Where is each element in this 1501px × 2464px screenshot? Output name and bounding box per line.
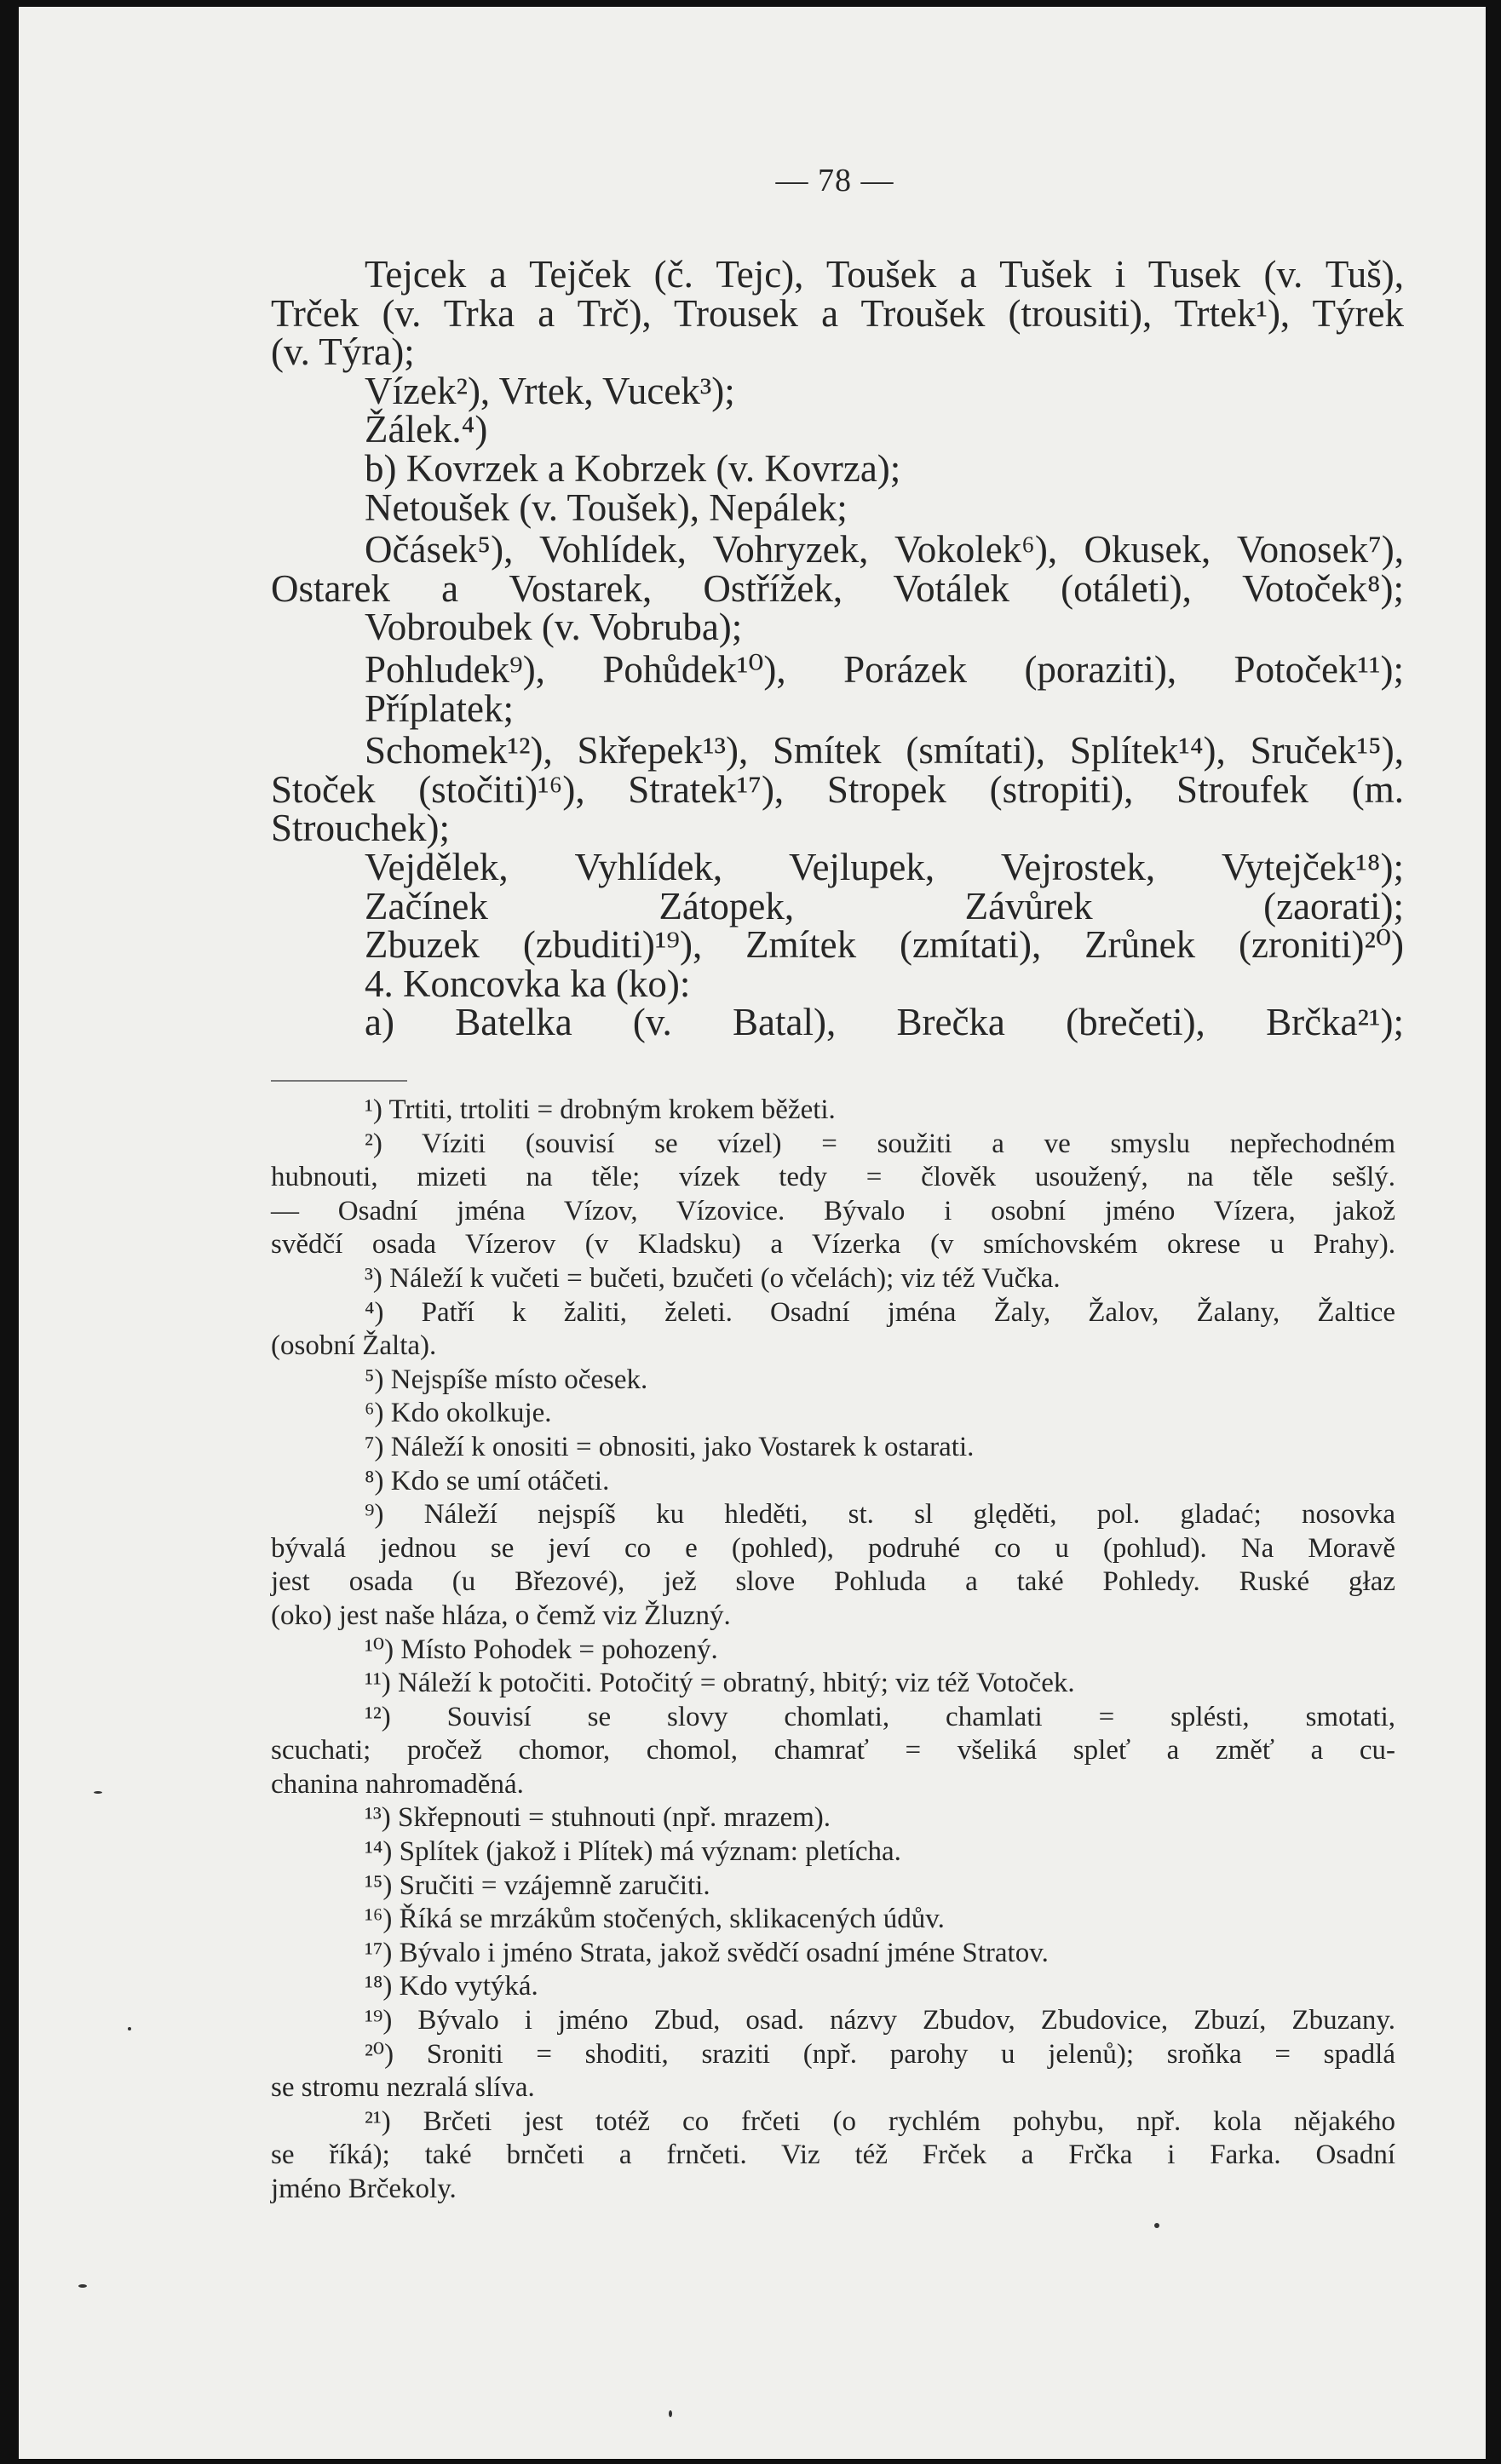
scan-speck (78, 2284, 87, 2288)
text-line: Schomek¹²), Skřepek¹³), Smítek (smítati), Splítek¹⁴), Sruček¹⁵), (365, 729, 1404, 773)
text-line: Příplatek; (365, 686, 514, 730)
footnote-line: se říká); také brnčeti a frnčeti. Viz též Frček a Frčka i Farka. Osadní (271, 2139, 1395, 2171)
scan-speck (669, 2410, 672, 2417)
footnote-line: ¹⁸) Kdo vytýká. (365, 1971, 538, 2002)
footnote-line: se stromu nezralá slíva. (271, 2072, 535, 2104)
footnote-line: ¹) Trtiti, trtoliti = drobným krokem běžeti. (365, 1094, 836, 1125)
text-line: Ostarek a Vostarek, Ostřížek, Votálek (otáleti), Votoček⁸); (271, 566, 1404, 610)
footnote-line: — Osadní jména Vízov, Vízovice. Bývalo i osobní jméno Vízera, jakož (271, 1195, 1395, 1226)
text-line: Tejcek a Tejček (č. Tejc), Toušek a Tušek i Tusek (v. Tuš), (365, 253, 1404, 296)
footnote-line: hubnouti, mizeti na těle; vízek tedy = člověk usoužený, na těle sešlý. (271, 1162, 1395, 1193)
footnote-line: (osobní Žalta). (271, 1330, 437, 1362)
footnote-line: ⁴) Patří k žaliti, želeti. Osadní jména Žaly, Žalov, Žalany, Žaltice (365, 1296, 1395, 1328)
footnote-line: ¹⁹) Bývalo i jméno Zbud, osad. názvy Zbudov, Zbudovice, Zbuzí, Zbuzany. (365, 2005, 1395, 2036)
footnotes (271, 1094, 1395, 2207)
footnote-line: ⁷) Náleží k onositi = obnositi, jako Vostarek k ostarati. (365, 1431, 975, 1462)
text-line: Stoček (stočiti)¹⁶), Stratek¹⁷), Stropek (stropiti), Stroufek (m. (271, 767, 1404, 811)
footnote-line: ¹⁷) Bývalo i jméno Strata, jakož svědčí osadní jméne Stratov. (365, 1937, 1049, 1968)
footnote-line: (oko) jest naše hláza, o čemž viz Žluzný. (271, 1600, 731, 1631)
footnote-line: ¹⁶) Říká se mrzákům stočených, sklikacených údův. (365, 1904, 945, 1935)
page-number: — 78 — (775, 163, 894, 198)
footnote-line: chanina nahromaděná. (271, 1768, 524, 1800)
text-line: Vobroubek (v. Vobruba); (365, 606, 743, 649)
footnote-line: ¹²) Souvisí se slovy chomlati, chamlati = splésti, smotati, (365, 1701, 1395, 1732)
scan-speck (1154, 2223, 1159, 2228)
text-line: Vejdělek, Vyhlídek, Vejlupek, Vejrostek, Vytejček¹⁸); (365, 845, 1404, 888)
footnote-line: ⁶) Kdo okolkuje. (365, 1398, 552, 1429)
footnote-line: ²⁰) Sroniti = shoditi, sraziti (npř. parohy u jelenů); sroňka = spadlá (365, 2038, 1395, 2070)
text-line: Očásek⁵), Vohlídek, Vohryzek, Vokolek⁶), Okusek, Vonosek⁷), (365, 528, 1404, 571)
footnote-line: ⁹) Náleží nejspíš ku hleděti, st. sl ględěti, pol. gladać; nosovka (365, 1499, 1395, 1531)
footnote-line: svědčí osada Vízerov (v Kladsku) a Vízerka (v smíchovském okrese u Prahy). (271, 1229, 1395, 1261)
section-heading: 4. Koncovka ka (ko): (365, 962, 691, 1005)
footnote-rule (271, 1080, 407, 1082)
footnote-line: ³) Náleží k vučeti = bučeti, bzučeti (o včelách); viz též Vučka. (365, 1262, 1061, 1294)
text-line: Pohludek⁹), Pohůdek¹⁰), Porázek (poraziti), Potoček¹¹); (365, 647, 1404, 691)
text-line: Zbuzek (zbuditi)¹⁹), Zmítek (zmítati), Zrůnek (zroniti)²⁰) (365, 923, 1404, 967)
footnote-line: ¹¹) Náleží k potočiti. Potočitý = obratný, hbitý; viz též Votoček. (365, 1668, 1075, 1699)
footnote-line: ²¹) Brčeti jest totéž co frčeti (o rychlém pohybu, npř. kola nějakého (365, 2105, 1395, 2137)
text-line: b) Kovrzek a Kobrzek (v. Kovrza); (365, 446, 901, 490)
text-line: Netoušek (v. Toušek), Nepálek; (365, 485, 848, 529)
text-line: Vízek²), Vrtek, Vucek³); (365, 369, 735, 412)
text-line: Žálek.⁴) (365, 408, 488, 451)
text-line: Strouchek); (271, 807, 450, 850)
scan-speck (128, 2027, 131, 2030)
footnote-line: ¹⁵) Sručiti = vzájemně zaručiti. (365, 1870, 710, 1901)
footnote-line: ¹⁰) Místo Pohodek = pohozený. (365, 1634, 718, 1665)
scan-speck (94, 1791, 102, 1794)
footnote-line: bývalá jednou se jeví co e (pohled), podruhé co u (pohlud). Na Moravě (271, 1532, 1395, 1564)
text-line: Trček (v. Trka a Trč), Trousek a Troušek (trousiti), Trtek¹), Týrek (271, 291, 1404, 335)
footnote-line: ⁵) Nejspíše místo očesek. (365, 1364, 648, 1395)
footnote-line: ²) Víziti (souvisí se vízel) = soužiti a ve smyslu nepřechodném (365, 1128, 1395, 1159)
footnote-line: jméno Brčekoly. (271, 2174, 457, 2204)
footnote-line: ¹³) Skřepnouti = stuhnouti (npř. mrazem). (365, 1802, 831, 1834)
text-line: a) Batelka (v. Batal), Brečka (brečeti), Brčka²¹); (365, 1001, 1404, 1044)
footnote-line: scuchati; pročež chomor, chomol, chamrať = všeliká spleť a změť a cu- (271, 1735, 1395, 1766)
text-line: (v. Týra); (271, 330, 415, 374)
text-line: Začínek Zátopek, Závůrek (zaorati); (365, 884, 1404, 928)
footnote-line: ⁸) Kdo se umí otáčeti. (365, 1465, 610, 1496)
main-text (271, 253, 1404, 1044)
footnote-line: ¹⁴) Splítek (jakož i Plítek) má význam: pletícha. (365, 1836, 901, 1868)
footnote-line: jest osada (u Březové), jež slove Pohluda a také Pohledy. Ruské głaz (271, 1566, 1395, 1598)
